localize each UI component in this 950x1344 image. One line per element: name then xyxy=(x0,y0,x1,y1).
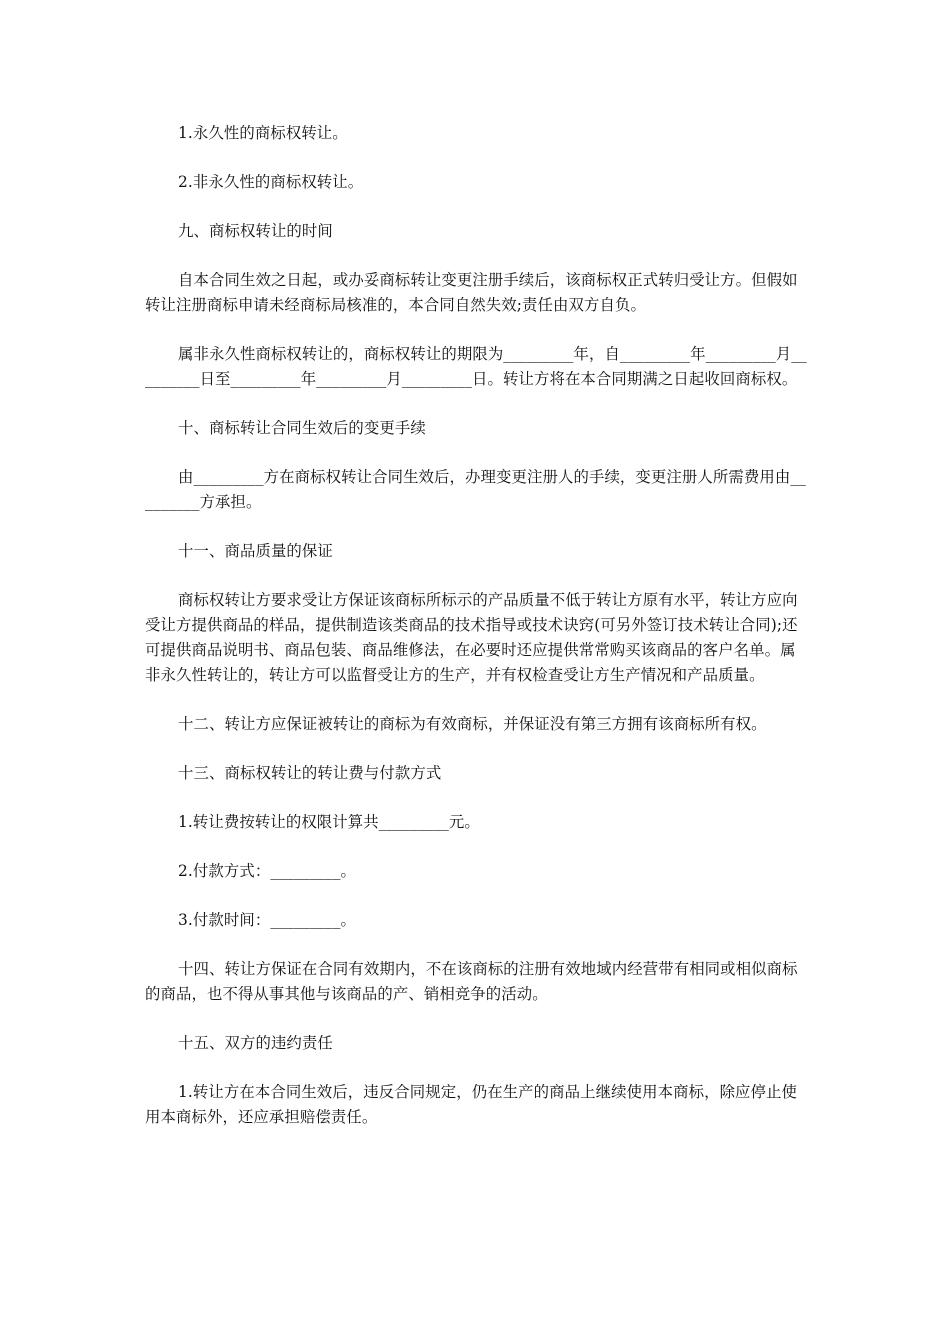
section-heading-13: 十三、商标权转让的转让费与付款方式 xyxy=(178,764,442,782)
paragraph-change-procedures: 由_________方在商标权转让合同生效后，办理变更注册人的手续，变更注册人所需费用由_________方承担。 xyxy=(145,468,806,511)
section-heading-14: 十四、转让方保证在合同有效期内，不在该商标的注册有效地域内经营带有相同或相似商标的商品，也不得从事其他与该商品的产、销相竞争的活动。 xyxy=(145,960,798,1003)
section-heading-9: 九、商标权转让的时间 xyxy=(178,222,333,240)
list-item-non-permanent-transfer: 2.非永久性的商标权转让。 xyxy=(178,173,364,191)
list-item-breach-liability: 1.转让方在本合同生效后，违反合同规定，仍在生产的商品上继续使用本商标，除应停止使用本商标外，还应承担赔偿责任。 xyxy=(145,1083,798,1126)
list-item-payment-time: 3.付款时间：_________。 xyxy=(178,911,356,929)
section-heading-11: 十一、商品质量的保证 xyxy=(178,542,333,560)
paragraph-effective-time: 自本合同生效之日起，或办妥商标转让变更注册手续后，该商标权正式转归受让方。但假如转让注册商标申请未经商标局核准的，本合同自然失效;责任由双方自负。 xyxy=(145,271,798,314)
list-item-payment-method: 2.付款方式：_________。 xyxy=(178,862,356,880)
document-body xyxy=(145,121,810,1130)
paragraph-quality-guarantee: 商标权转让方要求受让方保证该商标所标示的产品质量不低于转让方原有水平，转让方应向受让方提供商品的样品，提供制造该类商品的技术指导或技术诀窍(可另外签订技术转让合同);还可提供商品说明书、商品包装、商品维修法，在必要时还应提供常常购买该商品的客户名单。属非永久性转让的，转让方可以监督受让方的生产，并有权检查受让方生产情况和产品质量。 xyxy=(145,591,798,684)
paragraph-term-period: 属非永久性商标权转让的，商标权转让的期限为_________年，自_________年_________月_________日至_________年_________月_________日。转让方将在本合同期满之日起收回商标权。 xyxy=(145,345,807,388)
list-item-transfer-fee: 1.转让费按转让的权限计算共_________元。 xyxy=(178,813,480,831)
section-heading-10: 十、商标转让合同生效后的变更手续 xyxy=(178,419,426,437)
list-item-permanent-transfer: 1.永久性的商标权转让。 xyxy=(178,124,348,142)
section-heading-12: 十二、转让方应保证被转让的商标为有效商标，并保证没有第三方拥有该商标所有权。 xyxy=(178,715,767,733)
section-heading-15: 十五、双方的违约责任 xyxy=(178,1034,333,1052)
